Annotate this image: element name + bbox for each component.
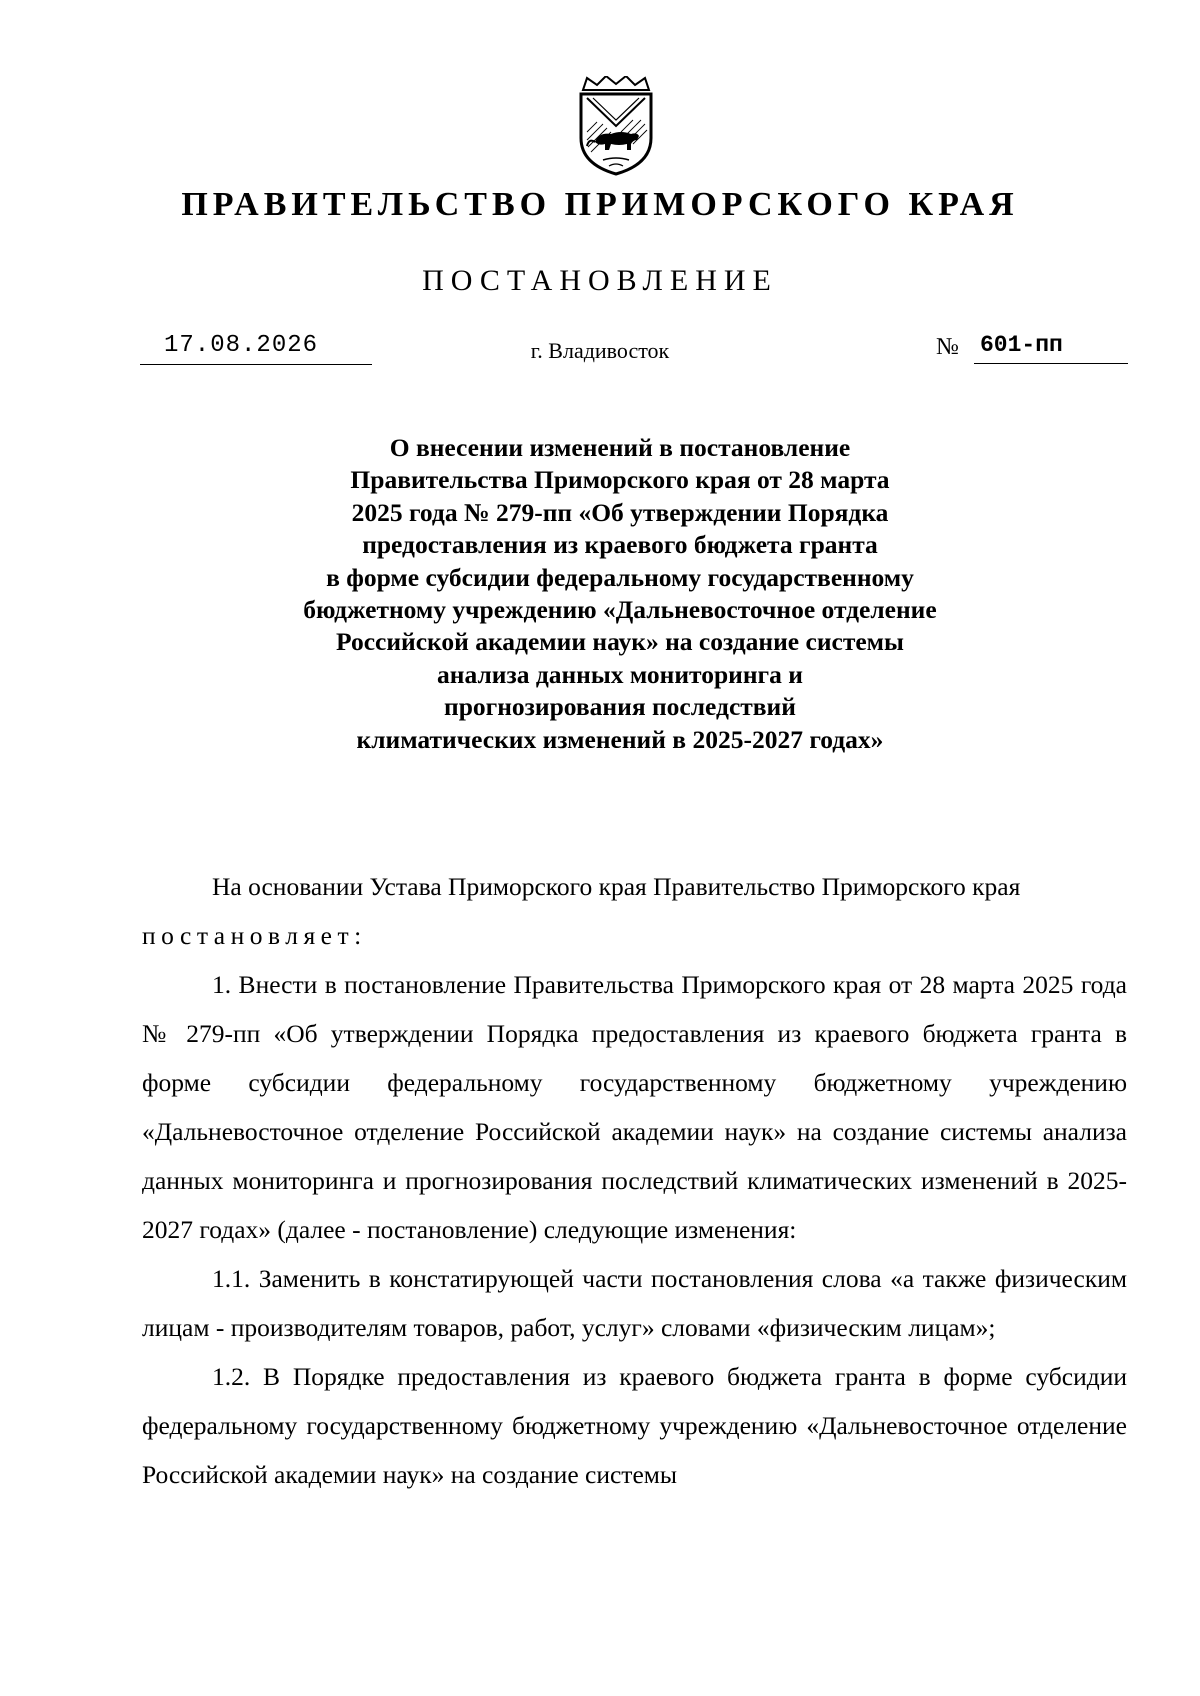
number-sign: № (936, 334, 959, 360)
number-field (936, 330, 1128, 364)
subject-line: Правительства Приморского края от 28 марта (350, 465, 890, 495)
document-meta-row (0, 330, 1200, 370)
intro-paragraph: На основании Устава Приморского края Правительство Приморского края (212, 872, 1021, 901)
resolves-word: постановляет: (142, 921, 367, 950)
subject-line: прогнозирования последствий (444, 692, 796, 722)
document-date: 17.08.2026 (164, 332, 319, 359)
subject-line: климатических изменений в 2025-2027 годах» (356, 724, 884, 754)
document-subject (250, 432, 990, 756)
item-1-1-paragraph: 1.1. Заменить в констатирующей части постановления слова «а также физическим лицам - производителям товаров, работ, услуг» словами «физическим лицам»; (142, 1264, 1127, 1342)
subject-line: в форме субсидии федеральному государственному (326, 562, 914, 592)
item-1-2-paragraph: 1.2. В Порядке предоставления из краевого бюджета гранта в форме субсидии федеральному государственному бюджетному учреждению «Дальневосточное отделение Российской академии наук» на создание системы (142, 1362, 1127, 1489)
document-number: 601-пп (980, 332, 1063, 358)
subject-line: бюджетному учреждению «Дальневосточное отделение (303, 595, 937, 625)
subject-line: 2025 года № 279-пп «Об утверждении Порядка (351, 497, 889, 527)
item-1-paragraph: 1. Внести в постановление Правительства Приморского края от 28 марта 2025 года № 279-пп «Об утверждении Порядка предоставления из краевого бюджета гранта в форме субсидии федеральному государственному бюджетному учреждению «Дальневосточное отделение Российской академии наук» на создание системы анализа данных мониторинга и прогнозирования последствий климатических изменений в 2025-2027 годах» (далее - постановление) следующие изменения: (142, 970, 1127, 1244)
primorsky-coat-of-arms-icon (577, 76, 655, 176)
number-underline (974, 363, 1128, 364)
subject-line: О внесении изменений в постановление (389, 433, 851, 462)
subject-line: Российской академии наук» на создание системы (336, 627, 904, 657)
subject-line: анализа данных мониторинга и (437, 659, 803, 689)
subject-line: предоставления из краевого бюджета гранта (362, 530, 878, 560)
organization-title: ПРАВИТЕЛЬСТВО ПРИМОРСКОГО КРАЯ (181, 186, 1019, 223)
document-body (142, 862, 1127, 1499)
document-type: ПОСТАНОВЛЕНИЕ (422, 264, 778, 297)
document-city: г. Владивосток (530, 338, 670, 363)
